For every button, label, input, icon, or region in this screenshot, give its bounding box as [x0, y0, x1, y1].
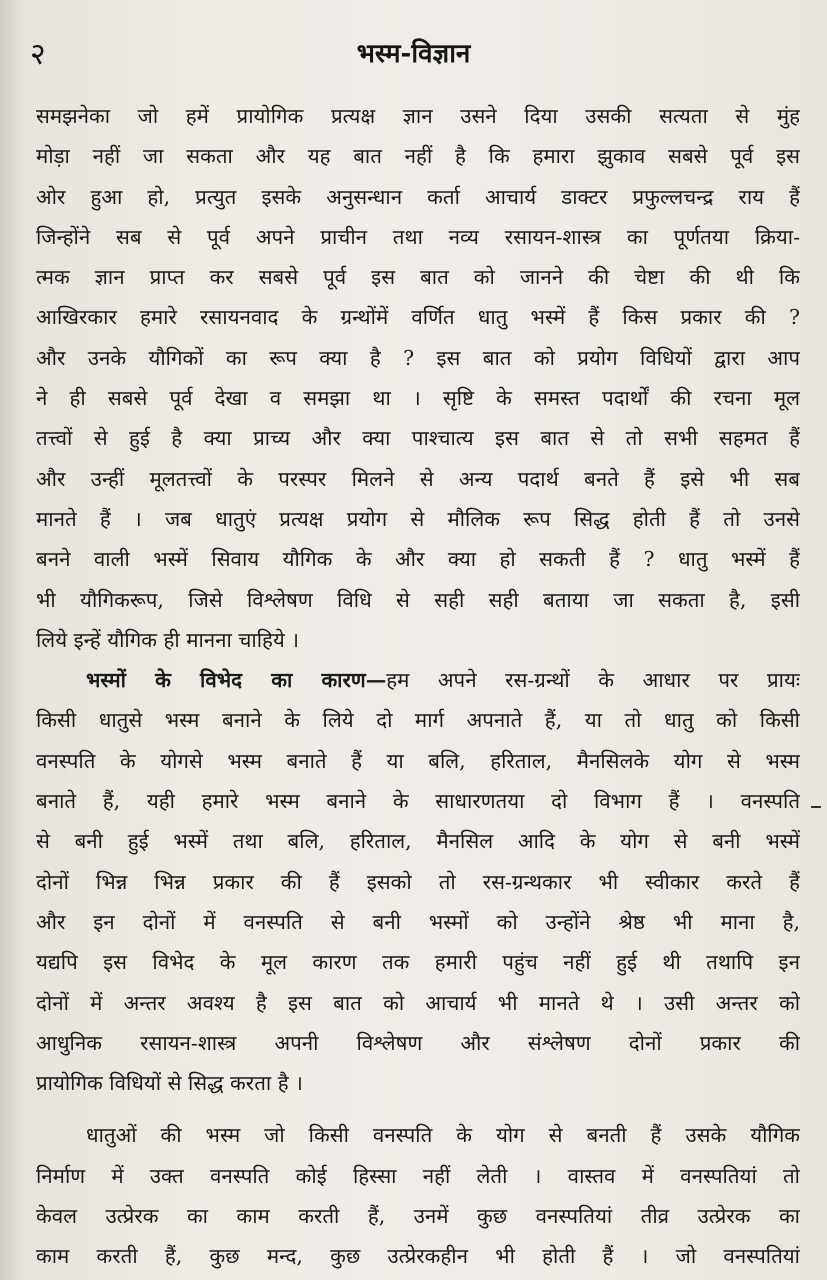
text-line: ने ही सबसे पूर्व देखा व समझा था । सृष्टि के समस्त पदार्थों की रचना मूल	[36, 386, 800, 411]
paragraph-3	[36, 1115, 800, 1276]
paragraph-2	[36, 660, 800, 1103]
page-header	[0, 30, 827, 70]
heading-line-rest: हम अपने रस-ग्रन्थों के आधार पर प्रायः	[386, 668, 800, 693]
text-line: मानते हैं । जब धातुएं प्रत्यक्ष प्रयोग से मौलिक रूप सिद्ध होती हैं तो उनसे	[36, 506, 800, 531]
text-line: ओर हुआ हो, प्रत्युत इसके अनुसन्धान कर्ता आचार्य डाक्टर प्रफुल्लचन्द्र राय हैं	[36, 184, 800, 209]
text-line: काम करती हैं, कुछ मन्द, कुछ उत्प्रेरकहीन भी होती हैं । जो वनस्पतियां	[36, 1244, 800, 1269]
text-line: आखिरकार हमारे रसायनवाद के ग्रन्थोंमें वर्णित धातु भस्में हैं किस प्रकार की ?	[36, 305, 800, 330]
text-line	[36, 660, 800, 700]
text-line: निर्माण में उक्त वनस्पति कोई हिस्सा नहीं लेती । वास्तव में वनस्पतियां तो	[36, 1163, 800, 1188]
text-line: धातुओं की भस्म जो किसी वनस्पति के योग से बनती हैं उसके यौगिक	[86, 1123, 800, 1148]
section-heading: भस्मों के विभेद का कारण—	[86, 668, 387, 693]
text-line: और उनके यौगिकों का रूप क्या है ? इस बात को प्रयोग विधियों द्वारा आप	[36, 345, 800, 370]
paragraph-1	[36, 96, 800, 660]
text-line: दोनों भिन्न भिन्न प्रकार की हैं इसको तो रस-ग्रन्थकार भी स्वीकार करते हैं	[36, 869, 800, 894]
text-line: बनाते हैं, यही हमारे भस्म बनाने के साधारणतया दो विभाग हैं । वनस्पति	[36, 789, 800, 814]
text-line: बनने वाली भस्में सिवाय यौगिक के और क्या हो सकती हैं ? धातु भस्में हैं	[36, 547, 800, 572]
body-text	[36, 96, 800, 1277]
gutter-shadow	[0, 0, 22, 1280]
text-line: जिन्होंने सब से पूर्व अपने प्राचीन तथा नव्य रसायन-शास्त्र का पूर्णतया क्रिया-	[36, 224, 800, 249]
text-line: यद्यपि इस विभेद के मूल कारण तक हमारी पहुंच नहीं हुई थी तथापि इन	[36, 950, 800, 975]
text-line: से बनी हुई भस्में तथा बलि, हरिताल, मैनसिल आदि के योग से बनी भस्में	[36, 829, 800, 854]
text-line: केवल उत्प्रेरक का काम करती हैं, उनमें कुछ वनस्पतियां तीव्र उत्प्रेरक का	[36, 1204, 800, 1229]
text-line: और उन्हीं मूलतत्त्वों के परस्पर मिलने से अन्य पदार्थ बनते हैं इसे भी सब	[36, 466, 800, 491]
text-line: भी यौगिकरूप, जिसे विश्लेषण विधि से सही सही बताया जा सकता है, इसी	[36, 587, 800, 612]
text-line: किसी धातुसे भस्म बनाने के लिये दो मार्ग अपनाते हैं, या तो धातु को किसी	[36, 708, 800, 733]
text-line: प्रायोगिक विधियों से सिद्ध करता है ।	[36, 1071, 303, 1096]
margin-mark	[811, 806, 821, 808]
text-line: तत्त्वों से हुई है क्या प्राच्य और क्या पाश्चात्य इस बात से तो सभी सहमत हैं	[36, 426, 800, 451]
paragraph-gap	[36, 1103, 800, 1115]
text-line: लिये इन्हें यौगिक ही मानना चाहिये ।	[36, 627, 300, 652]
page-number: २	[30, 37, 46, 72]
text-line: मोड़ा नहीं जा सकता और यह बात नहीं है कि हमारा झुकाव सबसे पूर्व इस	[36, 144, 800, 169]
text-line: त्मक ज्ञान प्राप्त कर सबसे पूर्व इस बात को जानने की चेष्टा की थी कि	[36, 265, 800, 290]
running-title: भस्म-विज्ञान	[356, 39, 471, 69]
text-line: समझनेका जो हमें प्रायोगिक प्रत्यक्ष ज्ञान उसने दिया उसकी सत्यता से मुंह	[36, 104, 800, 128]
text-line: आधुनिक रसायन-शास्त्र अपनी विश्लेषण और संश्लेषण दोनों प्रकार की	[36, 1030, 800, 1055]
text-line: वनस्पति के योगसे भस्म बनाते हैं या बलि, हरिताल, मैनसिलके योग से भस्म	[36, 748, 800, 773]
text-line: दोनों में अन्तर अवश्य है इस बात को आचार्य भी मानते थे । उसी अन्तर को	[36, 990, 800, 1015]
text-line: और इन दोनों में वनस्पति से बनी भस्मों को उन्होंने श्रेष्ठ भी माना है,	[36, 909, 800, 934]
